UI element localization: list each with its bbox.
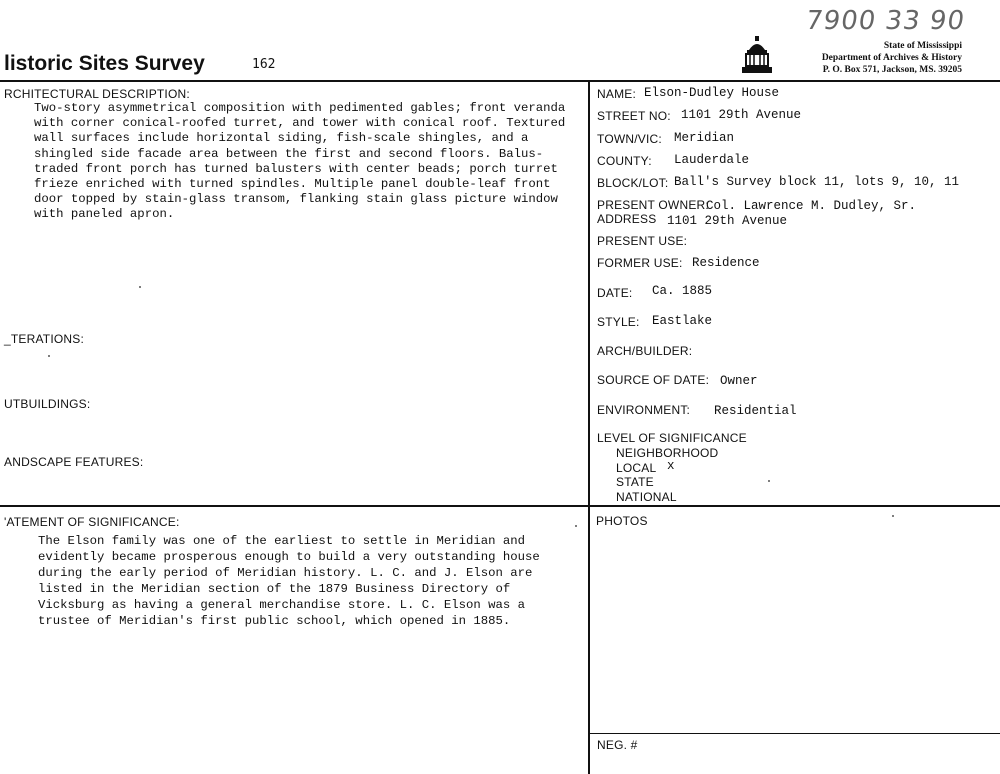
architectural-description-label: RCHITECTURAL DESCRIPTION:: [4, 87, 190, 101]
source-of-date-label: SOURCE OF DATE:: [597, 373, 710, 387]
present-owner-value: Col. Lawrence M. Dudley, Sr.: [706, 199, 917, 213]
department-name: Department of Archives & History: [821, 53, 962, 63]
style-label: STYLE:: [597, 315, 640, 329]
present-owner-label: PRESENT OWNER:: [597, 198, 709, 212]
statement-line: The Elson family was one of the earliest to settle in Meridian and: [38, 534, 526, 548]
former-use-label: FORMER USE:: [597, 256, 683, 270]
name-value: Elson-Dudley House: [644, 86, 780, 100]
former-use-value: Residence: [692, 256, 760, 270]
statement-of-significance: [38, 533, 540, 629]
scan-speck: [48, 355, 50, 357]
address-label: ADDRESS: [597, 212, 657, 226]
block-lot-value: Ball's Survey block 11, lots 9, 10, 11: [674, 175, 960, 189]
present-use-label: PRESENT USE:: [597, 234, 688, 248]
neg-number-label: NEG. #: [597, 738, 638, 752]
environment-label: ENVIRONMENT:: [597, 403, 691, 417]
neg-divider: [589, 733, 1000, 734]
street-label: STREET NO:: [597, 109, 671, 123]
arch-builder-label: ARCH/BUILDER:: [597, 344, 693, 358]
level-of-significance-label: LEVEL OF SIGNIFICANCE: [597, 431, 747, 445]
landscape-features-label: ANDSCAPE FEATURES:: [4, 455, 144, 469]
arch-line: door topped by stain-glass transom, flanking stain glass picture window: [34, 192, 558, 207]
outbuildings-label: UTBUILDINGS:: [4, 397, 91, 411]
style-value: Eastlake: [652, 314, 713, 328]
handwritten-number: 7900 33 90: [803, 6, 967, 36]
arch-line: Two-story asymmetrical composition with pedimented gables; front veranda: [34, 101, 566, 115]
date-label: DATE:: [597, 286, 633, 300]
address-value: 1101 29th Avenue: [667, 214, 788, 228]
architectural-description: [34, 101, 565, 223]
arch-line: with corner conical-roofed turret, and tower with conical roof. Textured: [34, 116, 566, 131]
block-lot-label: BLOCK/LOT:: [597, 176, 669, 190]
significance-state: STATE: [616, 475, 654, 489]
column-divider: [588, 80, 590, 774]
name-label: NAME:: [597, 87, 637, 101]
scan-speck: [892, 515, 894, 517]
arch-line: with paneled apron.: [34, 207, 175, 222]
county-label: COUNTY:: [597, 154, 652, 168]
department-address: P. O. Box 571, Jackson, MS. 39205: [822, 65, 962, 75]
arch-line: wall surfaces include horizontal siding, fish-scale shingles, and a: [34, 131, 529, 146]
arch-line: shingled side facade area between the first and second floors. Balus-: [34, 146, 544, 161]
town-label: TOWN/VIC:: [597, 132, 662, 146]
environment-value: Residential: [714, 404, 797, 418]
county-value: Lauderdale: [674, 153, 750, 167]
survey-title: listoric Sites Survey: [4, 52, 205, 75]
photos-label: PHOTOS: [596, 514, 648, 528]
date-value: Ca. 1885: [652, 284, 713, 298]
significance-local-mark: x: [667, 459, 675, 473]
survey-number: 162: [252, 57, 276, 72]
significance-local: LOCAL: [616, 461, 657, 475]
significance-neighborhood: NEIGHBORHOOD: [616, 446, 719, 460]
statement-line: Vicksburg as having a general merchandise store. L. C. Elson was a: [38, 598, 526, 612]
header-rule: [0, 80, 1000, 82]
scan-speck: [575, 525, 577, 527]
significance-national: NATIONAL: [616, 490, 677, 504]
arch-line: traded front porch has turned balusters with center beads; porch turret: [34, 161, 558, 176]
alterations-label: _TERATIONS:: [4, 332, 84, 346]
statement-line: evidently became prosperous enough to build a very outstanding house: [38, 550, 540, 564]
state-seal-icon: [740, 36, 774, 74]
statement-line: during the early period of Meridian history. L. C. and J. Elson are: [38, 566, 533, 580]
statement-of-significance-label: 'ATEMENT OF SIGNIFICANCE:: [4, 515, 180, 529]
state-name: State of Mississippi: [883, 41, 962, 51]
section-divider: [0, 505, 1000, 507]
scan-speck: [768, 480, 770, 482]
statement-line: trustee of Meridian's first public school, which opened in 1885.: [38, 614, 511, 628]
source-of-date-value: Owner: [720, 374, 758, 388]
town-value: Meridian: [674, 131, 735, 145]
scan-speck: [139, 286, 141, 288]
arch-line: frieze enriched with turned spindles. Multiple panel double-leaf front: [34, 177, 551, 192]
statement-line: listed in the Meridian section of the 1879 Business Directory of: [38, 582, 511, 596]
street-value: 1101 29th Avenue: [681, 108, 802, 122]
state-agency-block: [792, 40, 962, 76]
